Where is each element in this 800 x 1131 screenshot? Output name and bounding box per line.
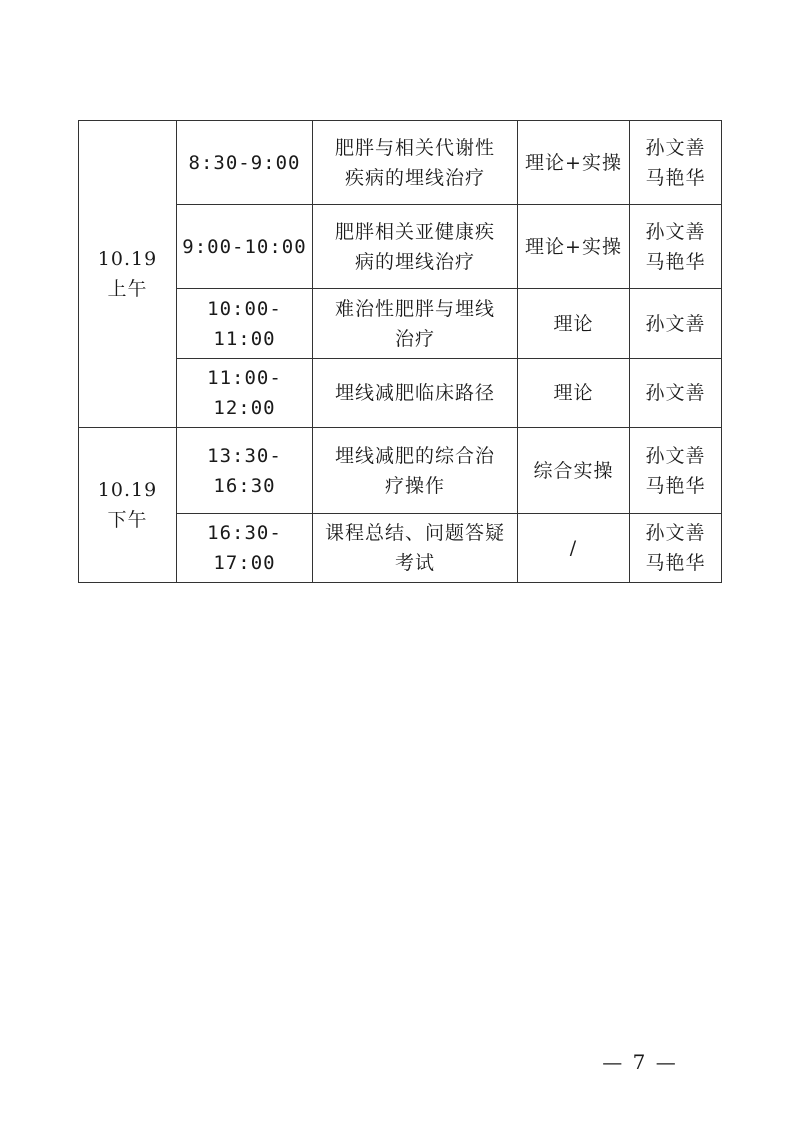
topic-line: 治疗: [394, 327, 435, 350]
schedule-table: [78, 120, 722, 583]
topic-line: 肥胖相关亚健康疾: [334, 220, 495, 243]
teacher-name: 孙文善: [645, 220, 706, 243]
time-cell: 10:00-11:00: [177, 289, 313, 359]
teacher-name: 马艳华: [645, 474, 706, 497]
teacher-name: 孙文善: [645, 382, 706, 404]
session-period: 上午: [107, 278, 148, 300]
teacher-name: 马艳华: [645, 552, 706, 574]
time-cell: 16:30-17:00: [177, 514, 313, 583]
teacher-name: 孙文善: [645, 136, 706, 159]
session-date: 10.19: [97, 248, 158, 270]
teacher-cell: [630, 514, 722, 583]
topic-cell: [313, 514, 518, 583]
session-cell-morning: [79, 121, 177, 428]
format-cell: 理论+实操: [518, 205, 630, 289]
page-number: — 7 —: [602, 1050, 678, 1074]
teacher-cell: [630, 121, 722, 205]
teacher-name: 孙文善: [645, 444, 706, 467]
topic-line: 难治性肥胖与埋线: [334, 297, 495, 320]
topic-line: 肥胖与相关代谢性: [334, 136, 495, 159]
format-cell: 理论: [518, 289, 630, 359]
format-cell: 理论+实操: [518, 121, 630, 205]
time-cell: 8:30-9:00: [177, 121, 313, 205]
table-row: [79, 121, 722, 205]
teacher-name: 孙文善: [645, 522, 706, 544]
topic-line: 疗操作: [384, 474, 445, 497]
table-row: [79, 428, 722, 514]
topic-cell: [313, 205, 518, 289]
topic-line: 病的埋线治疗: [354, 250, 475, 273]
session-cell-afternoon: [79, 428, 177, 583]
topic-line: 考试: [394, 552, 435, 574]
format-cell: 综合实操: [518, 428, 630, 514]
time-cell: 13:30-16:30: [177, 428, 313, 514]
session-period: 下午: [107, 509, 148, 531]
teacher-cell: [630, 359, 722, 428]
teacher-name: 马艳华: [645, 166, 706, 189]
topic-cell: [313, 121, 518, 205]
teacher-name: 孙文善: [645, 312, 706, 335]
teacher-name: 马艳华: [645, 250, 706, 273]
time-cell: 9:00-10:00: [177, 205, 313, 289]
teacher-cell: [630, 428, 722, 514]
format-cell: /: [518, 514, 630, 583]
format-cell: 理论: [518, 359, 630, 428]
teacher-cell: [630, 205, 722, 289]
topic-cell: [313, 359, 518, 428]
topic-line: 埋线减肥临床路径: [334, 382, 495, 404]
topic-line: 疾病的埋线治疗: [344, 166, 485, 189]
topic-cell: [313, 428, 518, 514]
session-date: 10.19: [97, 479, 158, 501]
teacher-cell: [630, 289, 722, 359]
topic-line: 埋线减肥的综合治: [334, 444, 495, 467]
topic-cell: [313, 289, 518, 359]
topic-line: 课程总结、问题答疑: [324, 522, 505, 544]
time-cell: 11:00-12:00: [177, 359, 313, 428]
